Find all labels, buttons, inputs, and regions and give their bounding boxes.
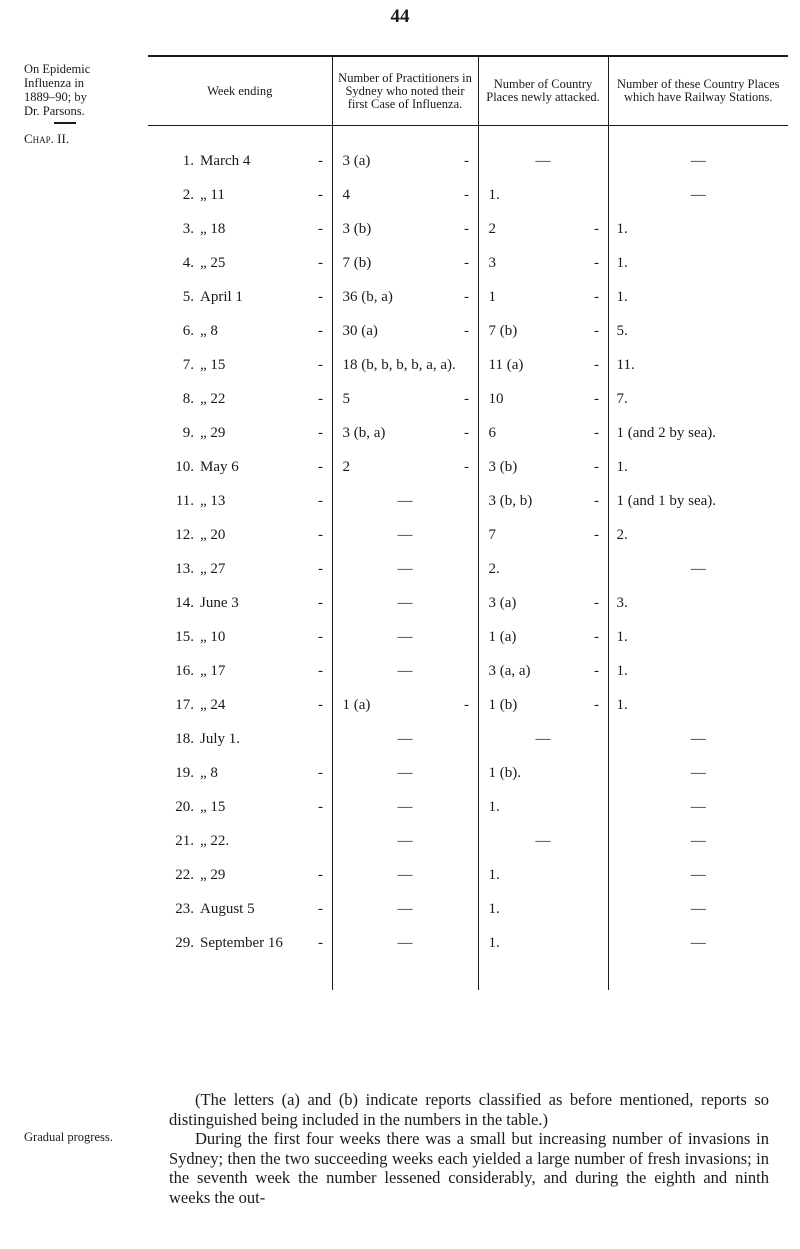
row-number: 23. [175, 900, 194, 917]
leader-dash: - [318, 390, 323, 407]
prac-value: — [397, 764, 413, 781]
leader-dash: - [318, 424, 323, 441]
week-ending-label: „ 8 [200, 322, 218, 339]
stations-value: 5. [616, 322, 628, 339]
stations-value: 11. [616, 356, 635, 373]
places-value: 1. [488, 934, 500, 951]
places-value: — [535, 730, 551, 747]
row-number: 7. [182, 356, 194, 373]
leader-dash: - [594, 492, 599, 509]
stations-value: — [690, 152, 706, 169]
prac-value: — [397, 798, 413, 815]
prac-value: 18 (b, b, b, b, a, a). [342, 356, 456, 373]
row-number: 16. [175, 662, 194, 679]
prac-value: 1 (a) [342, 696, 371, 713]
stations-value: 1. [616, 254, 628, 271]
row-number: 21. [175, 832, 194, 849]
table-row [148, 790, 788, 824]
leader-dash: - [594, 288, 599, 305]
leader-dash: - [464, 458, 469, 475]
table-body [148, 126, 788, 991]
chapter-label: Chap. II. [24, 131, 70, 146]
row-number: 29. [175, 934, 194, 951]
prac-value: 5 [342, 390, 350, 407]
table-row [148, 518, 788, 552]
table-row [148, 416, 788, 450]
table-row [148, 756, 788, 790]
stations-value: 1 (and 2 by sea). [616, 424, 717, 441]
stations-value: — [690, 900, 706, 917]
table-row [148, 280, 788, 314]
places-value: 3 (b) [488, 458, 518, 475]
leader-dash: - [318, 492, 323, 509]
stations-value: 1. [616, 696, 628, 713]
prac-value: 3 (b) [342, 220, 372, 237]
leader-dash: - [594, 662, 599, 679]
margin-note-gradual-progress: Gradual progress. [24, 1130, 113, 1144]
prac-value: — [397, 594, 413, 611]
prac-value: — [397, 628, 413, 645]
stations-value: 1. [616, 458, 628, 475]
row-number: 12. [175, 526, 194, 543]
week-ending-label: „ 22. [200, 832, 230, 849]
margin-note-running-head [24, 62, 146, 146]
prac-value: — [397, 934, 413, 951]
row-number: 8. [182, 390, 194, 407]
week-ending-label: „ 11 [200, 186, 225, 203]
week-ending-label: „ 15 [200, 356, 226, 373]
margin-line: Influenza in [24, 76, 85, 90]
week-ending-label: „ 29 [200, 424, 226, 441]
table-row [148, 382, 788, 416]
places-value: 3 (b, b) [488, 492, 533, 509]
table-row [148, 246, 788, 280]
leader-dash: - [594, 254, 599, 271]
week-ending-label: „ 20 [200, 526, 226, 543]
body-paragraph: During the first four weeks there was a small but increasing number of invasions in Sydney; then the two succeeding weeks each yielded a large number of fresh invasions; in the seventh week the number lessened considerably, and during the eighth and ninth weeks the out- [169, 1129, 769, 1207]
prac-value: 7 (b) [342, 254, 372, 271]
page-number: 44 [390, 6, 410, 27]
stations-value: 1. [616, 628, 628, 645]
table-row [148, 858, 788, 892]
prac-value: — [397, 526, 413, 543]
margin-line: 1889–90; by [24, 90, 87, 104]
table-row [148, 688, 788, 722]
prac-value: — [397, 560, 413, 577]
places-value: 1 (b) [488, 696, 518, 713]
row-number: 2. [182, 186, 194, 203]
row-number: 20. [175, 798, 194, 815]
leader-dash: - [318, 662, 323, 679]
table-row [148, 450, 788, 484]
table-row [148, 484, 788, 518]
week-ending-label: „ 25 [200, 254, 226, 271]
influenza-table [148, 55, 788, 990]
margin-line: Dr. Parsons. [24, 104, 85, 118]
places-value: 6 [488, 424, 496, 441]
leader-dash: - [464, 424, 469, 441]
row-number: 4. [182, 254, 194, 271]
leader-dash: - [594, 220, 599, 237]
places-value: 10 [488, 390, 504, 407]
stations-value: — [690, 832, 706, 849]
places-value: 3 (a) [488, 594, 517, 611]
leader-dash: - [318, 254, 323, 271]
row-number: 5. [182, 288, 194, 305]
week-ending-label: „ 15 [200, 798, 226, 815]
week-ending-label: August 5 [200, 900, 255, 917]
leader-dash: - [318, 594, 323, 611]
row-number: 18. [175, 730, 194, 747]
leader-dash: - [318, 560, 323, 577]
prac-value: — [397, 866, 413, 883]
prac-value: — [397, 492, 413, 509]
week-ending-label: „ 10 [200, 628, 226, 645]
weekly-invasion-table [148, 55, 788, 990]
stations-value: — [690, 934, 706, 951]
row-number: 17. [175, 696, 194, 713]
stations-value: 1. [616, 220, 628, 237]
row-number: 3. [182, 220, 194, 237]
places-value: 1 (a) [488, 628, 517, 645]
places-value: 11 (a) [488, 356, 524, 373]
places-value: 1. [488, 798, 500, 815]
table-row [148, 654, 788, 688]
leader-dash: - [594, 696, 599, 713]
week-ending-label: „ 29 [200, 866, 226, 883]
places-value: 3 [488, 254, 496, 271]
prac-value: — [397, 662, 413, 679]
week-ending-label: „ 8 [200, 764, 218, 781]
leader-dash: - [464, 220, 469, 237]
places-value: 1 (b). [488, 764, 521, 781]
week-ending-label: „ 13 [200, 492, 226, 509]
table-row [148, 926, 788, 990]
row-number: 22. [175, 866, 194, 883]
week-ending-label: March 4 [200, 152, 251, 169]
table-row [148, 178, 788, 212]
leader-dash: - [318, 220, 323, 237]
table-row [148, 212, 788, 246]
places-value: 2 [488, 220, 496, 237]
leader-dash: - [318, 628, 323, 645]
row-number: 19. [175, 764, 194, 781]
leader-dash: - [594, 322, 599, 339]
table-row [148, 348, 788, 382]
week-ending-label: May 6 [200, 458, 239, 475]
prac-value: 2 [342, 458, 350, 475]
leader-dash: - [464, 288, 469, 305]
leader-dash: - [594, 356, 599, 373]
stations-value: — [690, 798, 706, 815]
places-value: 1. [488, 186, 500, 203]
places-value: 2. [488, 560, 500, 577]
stations-value: 7. [616, 390, 628, 407]
table-row [148, 552, 788, 586]
places-value: 7 (b) [488, 322, 518, 339]
leader-dash: - [318, 458, 323, 475]
stations-value: 1 (and 1 by sea). [616, 492, 717, 509]
table-header-row [148, 56, 788, 126]
leader-dash: - [594, 458, 599, 475]
leader-dash: - [594, 594, 599, 611]
places-value: — [535, 832, 551, 849]
week-ending-label: „ 27 [200, 560, 226, 577]
week-ending-label: September 16 [200, 934, 283, 951]
chapter-rule [54, 122, 76, 124]
leader-dash: - [318, 186, 323, 203]
leader-dash: - [318, 798, 323, 815]
week-ending-label: July 1. [200, 730, 241, 747]
row-number: 1. [182, 152, 194, 169]
header-practitioners: Number of Practitioners in Sydney who noted their first Case of Influenza. [332, 56, 478, 126]
leader-dash: - [318, 934, 323, 951]
leader-dash: - [318, 288, 323, 305]
places-value: 3 (a, a) [488, 662, 531, 679]
stations-value: — [690, 866, 706, 883]
leader-dash: - [318, 696, 323, 713]
row-number: 11. [175, 492, 194, 509]
header-railway-stations: Number of these Country Places which have Railway Stations. [608, 56, 788, 126]
row-number: 15. [175, 628, 194, 645]
prac-value: 3 (a) [342, 152, 371, 169]
leader-dash: - [464, 186, 469, 203]
table-row [148, 586, 788, 620]
table-row [148, 892, 788, 926]
week-ending-label: „ 24 [200, 696, 226, 713]
stations-value: 3. [616, 594, 628, 611]
stations-value: — [690, 764, 706, 781]
leader-dash: - [464, 390, 469, 407]
header-country-places: Number of Country Places newly attacked. [478, 56, 608, 126]
week-ending-label: „ 17 [200, 662, 226, 679]
row-number: 6. [182, 322, 194, 339]
places-value: 1. [488, 866, 500, 883]
table-row [148, 824, 788, 858]
prac-value: 4 [342, 186, 350, 203]
leader-dash: - [318, 526, 323, 543]
prac-value: 3 (b, a) [342, 424, 386, 441]
leader-dash: - [464, 152, 469, 169]
stations-value: 1. [616, 662, 628, 679]
row-number: 14. [175, 594, 194, 611]
body-text [169, 1090, 769, 1207]
stations-value: 2. [616, 526, 628, 543]
stations-value: — [690, 186, 706, 203]
table-row [148, 126, 788, 179]
table-row [148, 314, 788, 348]
row-number: 10. [175, 458, 194, 475]
week-ending-label: „ 18 [200, 220, 226, 237]
leader-dash: - [318, 356, 323, 373]
prac-value: 36 (b, a) [342, 288, 393, 305]
header-week-ending: Week ending [148, 56, 332, 126]
prac-value: — [397, 832, 413, 849]
prac-value: — [397, 900, 413, 917]
leader-dash: - [594, 628, 599, 645]
leader-dash: - [464, 254, 469, 271]
leader-dash: - [318, 152, 323, 169]
places-value: — [535, 152, 551, 169]
leader-dash: - [594, 390, 599, 407]
leader-dash: - [594, 424, 599, 441]
places-value: 1 [488, 288, 496, 305]
week-ending-label: June 3 [200, 594, 239, 611]
leader-dash: - [318, 866, 323, 883]
note-paragraph: (The letters (a) and (b) indicate reports classified as before mentioned, reports so distinguished being included in the numbers in the table.) [169, 1090, 769, 1129]
prac-value: 30 (a) [342, 322, 378, 339]
margin-line: On Epidemic [24, 62, 91, 76]
prac-value: — [397, 730, 413, 747]
places-value: 7 [488, 526, 496, 543]
row-number: 13. [175, 560, 194, 577]
leader-dash: - [594, 526, 599, 543]
row-number: 9. [182, 424, 194, 441]
leader-dash: - [318, 900, 323, 917]
leader-dash: - [318, 322, 323, 339]
leader-dash: - [318, 764, 323, 781]
stations-value: 1. [616, 288, 628, 305]
week-ending-label: April 1 [200, 288, 243, 305]
leader-dash: - [464, 322, 469, 339]
table-row [148, 620, 788, 654]
stations-value: — [690, 730, 706, 747]
leader-dash: - [464, 696, 469, 713]
places-value: 1. [488, 900, 500, 917]
stations-value: — [690, 560, 706, 577]
table-row [148, 722, 788, 756]
week-ending-label: „ 22 [200, 390, 226, 407]
